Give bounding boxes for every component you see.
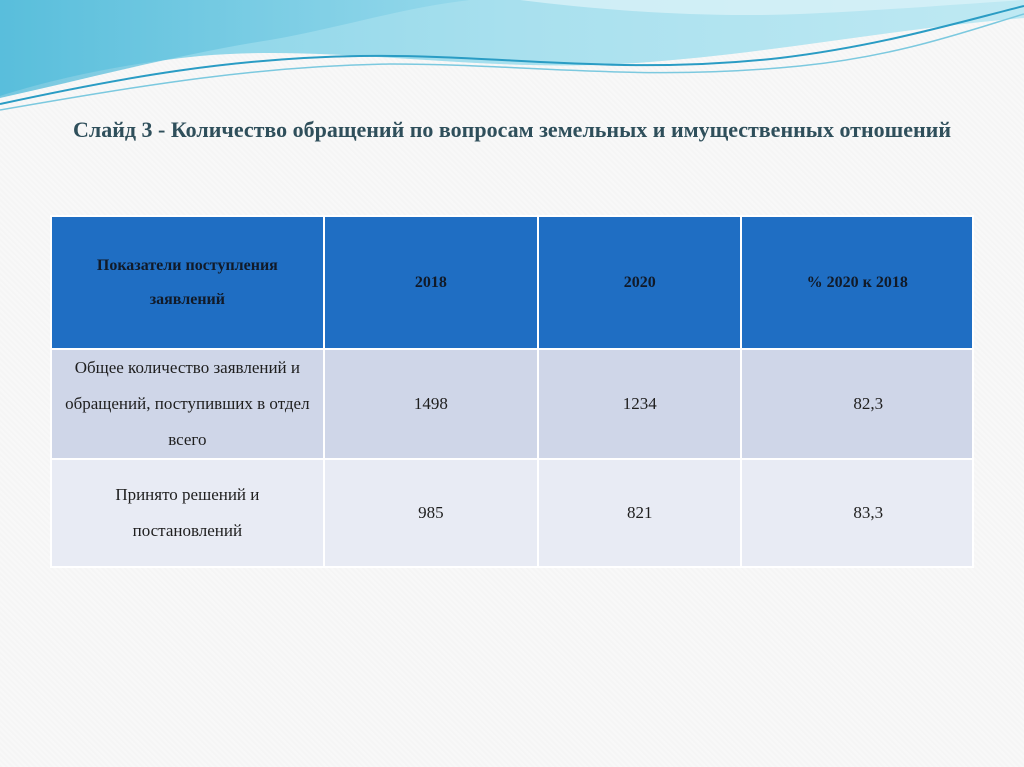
header-percent: % 2020 к 2018: [741, 216, 973, 349]
value-percent: 83,3: [741, 459, 973, 567]
header-2020: 2020: [538, 216, 741, 349]
value-2020: 821: [538, 459, 741, 567]
header-indicators: Показатели поступления заявлений: [51, 216, 324, 349]
value-2018: 1498: [324, 349, 538, 459]
value-percent: 82,3: [741, 349, 973, 459]
data-table: [50, 215, 974, 568]
table-row: [51, 459, 973, 567]
row-label: Принято решений и постановлений: [51, 459, 324, 567]
header-2018: 2018: [324, 216, 538, 349]
value-2018: 985: [324, 459, 538, 567]
table-row: [51, 349, 973, 459]
row-label: Общее количество заявлений и обращений, поступивших в отдел всего: [51, 349, 324, 459]
value-2020: 1234: [538, 349, 741, 459]
table-header-row: [51, 216, 973, 349]
slide-title: Слайд 3 - Количество обращений по вопросам земельных и имущественных отношений: [72, 117, 952, 142]
decorative-wave: [0, 0, 1024, 130]
